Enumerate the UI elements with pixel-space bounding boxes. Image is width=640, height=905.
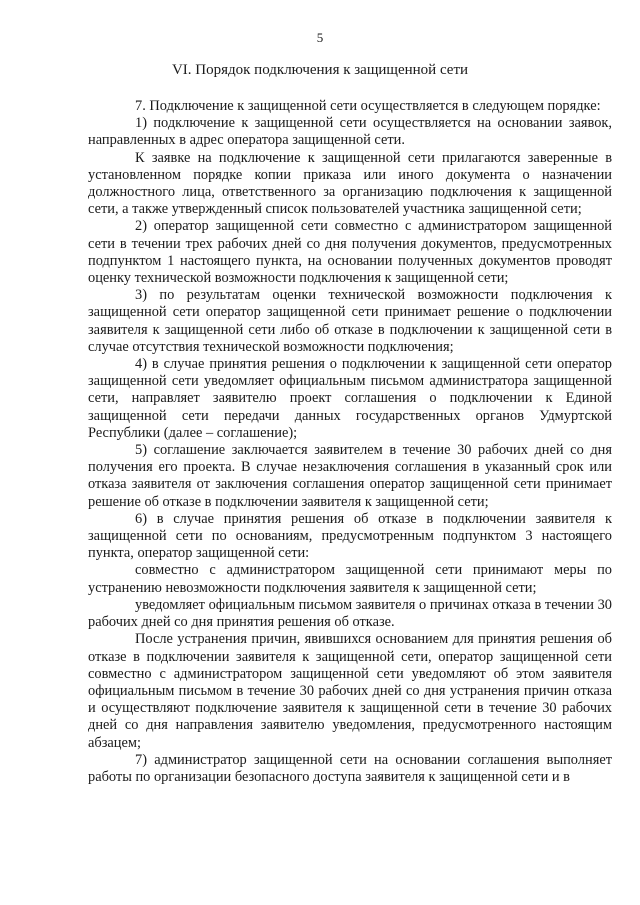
document-body <box>88 98 612 786</box>
paragraph-7-intro: 7. Подключение к защищенной сети осуществляется в следующем порядке: <box>135 98 601 114</box>
paragraph-measures: совместно с администратором защищенной сети принимают меры по устранению невозможности подключения заявителя к защищенной сети; <box>88 562 612 596</box>
section-heading: VI. Порядок подключения к защищенной сети <box>171 62 469 78</box>
paragraph-after-elimination: После устранения причин, явившихся основанием для принятия решения об отказе в подключении заявителя к защищенной сети, оператор защищенной сети совместно с администратором защищенной сети уведомляют об этом заявителя официальным письмом в течение 30 рабочих дней со дня устранения причин отказа и осуществляют подключение заявителя к защищенной сети в течение 30 рабочих дней со дня направления заявителю уведомления, предусмотренного настоящим абзацем; <box>88 631 612 751</box>
paragraph-subitem-7: 7) администратор защищенной сети на основании соглашения выполняет работы по организации безопасного доступа заявителя к защищенной сети и в <box>88 751 612 785</box>
paragraph-subitem-1: 1) подключение к защищенной сети осуществляется на основании заявок, направленных в адрес оператора защищенной сети. <box>88 115 612 149</box>
page-number: 5 <box>316 30 324 45</box>
paragraph-subitem-2: 2) оператор защищенной сети совместно с администратором защищенной сети в течении трех рабочих дней со дня получения документов, предусмотренных подпунктом 1 настоящего пункта, на основании полученных документов проводят оценку технической возможности подключения к защищенной сети; <box>88 218 612 287</box>
paragraph-subitem-4: 4) в случае принятия решения о подключении к защищенной сети оператор защищенной сети уведомляет официальным письмом администратора защищенной сети, направляет заявителю проект соглашения о подключении к Единой защищенной сети передачи данных государственных органов Удмуртской Республики (далее – соглашение); <box>88 356 612 441</box>
paragraph-application-attachments: К заявке на подключение к защищенной сети прилагаются заверенные в установленном порядке копии приказа или иного документа о назначении должностного лица, ответственного за организацию подключения к защищенной сети, а также утвержденный список пользователей участника защищенной сети; <box>88 149 612 218</box>
paragraph-notification: уведомляет официальным письмом заявителя о причинах отказа в течении 30 рабочих дней со дня принятия решения об отказе. <box>88 596 612 631</box>
paragraph-subitem-3: 3) по результатам оценки технической возможности подключения к защищенной сети оператор защищенной сети принимает решение о подключении заявителя к защищенной сети либо об отказе в подключении к защищенной сети в случае отсутствия технической возможности подключения; <box>88 287 612 355</box>
paragraph-subitem-6: 6) в случае принятия решения об отказе в подключении заявителя к защищенной сети по основаниям, предусмотренным подпунктом 3 настоящего пункта, оператор защищенной сети: <box>88 510 612 562</box>
paragraph-subitem-5: 5) соглашение заключается заявителем в течение 30 рабочих дней со дня получения его проекта. В случае незаключения соглашения в указанный срок или отказа заявителя от заключения соглашения оператор защищенной сети принимает решение об отказе в подключении заявителя к защищенной сети; <box>88 442 612 510</box>
